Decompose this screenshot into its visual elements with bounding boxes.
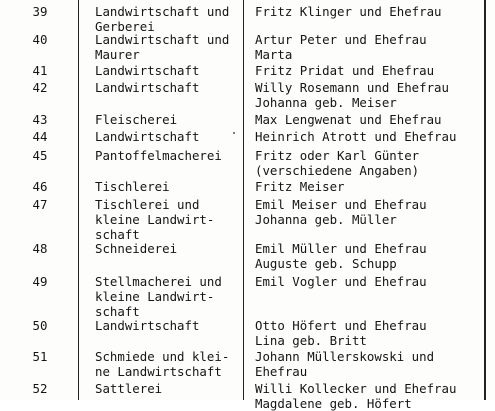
trade-cell: Landwirtschaft <box>95 80 200 95</box>
entry-number: 41 <box>32 63 48 78</box>
owner-cell: Willi Kollecker und Ehefrau Magdalene geb. Höfert <box>255 381 457 411</box>
trade-cell: Landwirtschaft <box>95 63 200 78</box>
entry-number: 51 <box>32 349 48 364</box>
trade-cell: Tischlerei und kleine Landwirt- schaft <box>95 197 215 242</box>
owner-cell: Emil Müller und Ehefrau Auguste geb. Schupp <box>255 241 427 271</box>
owner-cell: Fritz Klinger und Ehefrau <box>255 4 442 19</box>
entry-number: 47 <box>32 197 48 212</box>
trade-cell: Landwirtschaft und Gerberei <box>95 4 230 34</box>
trade-cell: Schneiderei <box>95 241 178 256</box>
trade-cell: Landwirtschaft und Maurer <box>95 32 230 62</box>
entry-number: 52 <box>32 381 48 396</box>
owner-cell: Johann Müllerskowski und Ehefrau <box>255 349 435 379</box>
owner-cell: Willy Rosemann und Ehefrau Johanna geb. Meiser <box>255 80 449 110</box>
trade-cell: Stellmacherei und kleine Landwirt- schaft <box>95 274 222 319</box>
entry-number: 49 <box>32 274 48 289</box>
trade-cell: Landwirtschaft <box>95 318 200 333</box>
trade-cell: Tischlerei <box>95 179 170 194</box>
owner-cell: Emil Vogler und Ehefrau <box>255 274 427 289</box>
owner-cell: Otto Höfert und Ehefrau Lina geb. Britt <box>255 318 427 348</box>
owner-cell: Fritz oder Karl Günter (verschiedene Angaben) <box>255 148 420 178</box>
entry-number: 44 <box>32 129 48 144</box>
owner-cell: Heinrich Atrott und Ehefrau <box>255 129 457 144</box>
owner-cell: Max Lengwenat und Ehefrau <box>255 112 442 127</box>
column-divider <box>243 0 244 400</box>
entry-number: 40 <box>32 32 48 47</box>
owner-cell: Emil Meiser und Ehefrau Johanna geb. Müller <box>255 197 427 227</box>
owner-cell: Fritz Meiser <box>255 179 345 194</box>
owner-cell: Artur Peter und Ehefrau Marta <box>255 32 427 62</box>
entry-number: 45 <box>32 148 48 163</box>
trade-cell: Landwirtschaft <box>95 129 200 144</box>
trade-cell: Schmiede und klei- ne Landwirtschaft <box>95 349 230 379</box>
entry-number: 48 <box>32 241 48 256</box>
entry-number: 50 <box>32 318 48 333</box>
entry-number: 46 <box>32 179 48 194</box>
trade-cell: Sattlerei <box>95 381 163 396</box>
owner-cell: Fritz Pridat und Ehefrau <box>255 63 435 78</box>
trade-cell: Fleischerei <box>95 112 178 127</box>
entry-number: 43 <box>32 112 48 127</box>
entry-number: 42 <box>32 80 48 95</box>
paper-speck <box>233 132 235 134</box>
entry-number: 39 <box>32 4 48 19</box>
trade-cell: Pantoffelmacherei <box>95 148 222 163</box>
